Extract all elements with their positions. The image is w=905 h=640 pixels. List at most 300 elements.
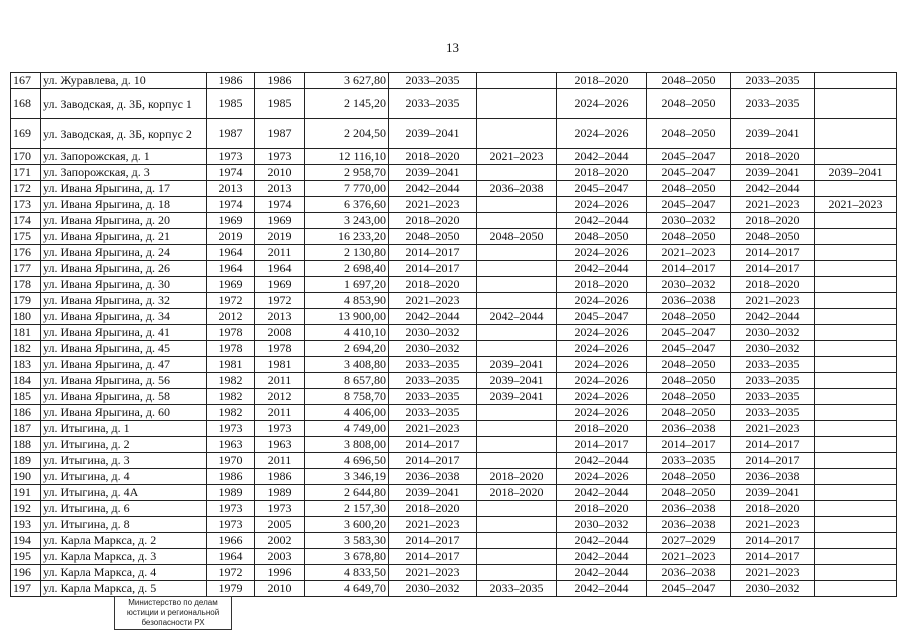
period-1-cell: 2014–2017 bbox=[389, 245, 477, 261]
period-4-cell: 2045–2047 bbox=[647, 149, 731, 165]
period-2-cell: 2039–2041 bbox=[477, 389, 557, 405]
period-4-cell: 2048–2050 bbox=[647, 73, 731, 89]
period-6-cell bbox=[815, 119, 897, 149]
table-row bbox=[11, 581, 897, 597]
year-built-cell: 1963 bbox=[207, 437, 255, 453]
year-built-cell: 1973 bbox=[207, 517, 255, 533]
row-number-cell: 169 bbox=[11, 119, 41, 149]
period-5-cell: 2033–2035 bbox=[731, 73, 815, 89]
period-1-cell: 2018–2020 bbox=[389, 149, 477, 165]
period-2-cell bbox=[477, 165, 557, 181]
period-1-cell: 2021–2023 bbox=[389, 197, 477, 213]
period-4-cell: 2048–2050 bbox=[647, 309, 731, 325]
period-5-cell: 2039–2041 bbox=[731, 119, 815, 149]
address-cell: ул. Ивана Ярыгина, д. 30 bbox=[41, 277, 207, 293]
year-renovated-cell: 1986 bbox=[255, 469, 305, 485]
year-built-cell: 1974 bbox=[207, 197, 255, 213]
period-2-cell bbox=[477, 325, 557, 341]
year-built-cell: 2012 bbox=[207, 309, 255, 325]
table-row bbox=[11, 309, 897, 325]
year-renovated-cell: 2010 bbox=[255, 581, 305, 597]
stamp-line: юстиции и региональной bbox=[126, 608, 220, 617]
area-cell: 2 145,20 bbox=[305, 89, 389, 119]
period-4-cell: 2045–2047 bbox=[647, 341, 731, 357]
year-built-cell: 1982 bbox=[207, 405, 255, 421]
row-number-cell: 174 bbox=[11, 213, 41, 229]
period-3-cell: 2024–2026 bbox=[557, 89, 647, 119]
period-6-cell bbox=[815, 485, 897, 501]
period-5-cell: 2021–2023 bbox=[731, 421, 815, 437]
table-row bbox=[11, 453, 897, 469]
period-3-cell: 2024–2026 bbox=[557, 293, 647, 309]
address-cell: ул. Итыгина, д. 4 bbox=[41, 469, 207, 485]
period-3-cell: 2018–2020 bbox=[557, 421, 647, 437]
year-renovated-cell: 1981 bbox=[255, 357, 305, 373]
area-cell: 2 130,80 bbox=[305, 245, 389, 261]
area-cell: 16 233,20 bbox=[305, 229, 389, 245]
period-4-cell: 2027–2029 bbox=[647, 533, 731, 549]
period-1-cell: 2021–2023 bbox=[389, 421, 477, 437]
year-renovated-cell: 1963 bbox=[255, 437, 305, 453]
period-4-cell: 2048–2050 bbox=[647, 389, 731, 405]
period-1-cell: 2033–2035 bbox=[389, 357, 477, 373]
address-cell: ул. Ивана Ярыгина, д. 24 bbox=[41, 245, 207, 261]
period-6-cell bbox=[815, 453, 897, 469]
period-6-cell bbox=[815, 405, 897, 421]
period-2-cell: 2021–2023 bbox=[477, 149, 557, 165]
period-2-cell bbox=[477, 565, 557, 581]
period-1-cell: 2048–2050 bbox=[389, 229, 477, 245]
period-6-cell bbox=[815, 229, 897, 245]
year-renovated-cell: 2013 bbox=[255, 181, 305, 197]
year-built-cell: 1986 bbox=[207, 469, 255, 485]
area-cell: 3 678,80 bbox=[305, 549, 389, 565]
year-renovated-cell: 2011 bbox=[255, 453, 305, 469]
period-1-cell: 2042–2044 bbox=[389, 309, 477, 325]
period-3-cell: 2024–2026 bbox=[557, 325, 647, 341]
area-cell: 2 157,30 bbox=[305, 501, 389, 517]
address-cell: ул. Ивана Ярыгина, д. 17 bbox=[41, 181, 207, 197]
table-row bbox=[11, 485, 897, 501]
period-5-cell: 2014–2017 bbox=[731, 453, 815, 469]
period-1-cell: 2018–2020 bbox=[389, 277, 477, 293]
year-built-cell: 1973 bbox=[207, 421, 255, 437]
stamp-line: Министерство по делам bbox=[128, 598, 218, 607]
period-2-cell bbox=[477, 73, 557, 89]
year-renovated-cell: 2012 bbox=[255, 389, 305, 405]
row-number-cell: 185 bbox=[11, 389, 41, 405]
period-2-cell: 2033–2035 bbox=[477, 581, 557, 597]
period-4-cell: 2021–2023 bbox=[647, 549, 731, 565]
period-5-cell: 2030–2032 bbox=[731, 325, 815, 341]
area-cell: 4 649,70 bbox=[305, 581, 389, 597]
period-5-cell: 2036–2038 bbox=[731, 469, 815, 485]
period-6-cell bbox=[815, 325, 897, 341]
year-built-cell: 1969 bbox=[207, 277, 255, 293]
period-3-cell: 2024–2026 bbox=[557, 341, 647, 357]
row-number-cell: 186 bbox=[11, 405, 41, 421]
address-cell: ул. Ивана Ярыгина, д. 47 bbox=[41, 357, 207, 373]
area-cell: 6 376,60 bbox=[305, 197, 389, 213]
area-cell: 3 346,19 bbox=[305, 469, 389, 485]
period-2-cell: 2042–2044 bbox=[477, 309, 557, 325]
period-6-cell bbox=[815, 533, 897, 549]
period-6-cell bbox=[815, 277, 897, 293]
address-cell: ул. Заводская, д. 3Б, корпус 2 bbox=[41, 119, 207, 149]
area-cell: 4 833,50 bbox=[305, 565, 389, 581]
period-1-cell: 2033–2035 bbox=[389, 389, 477, 405]
period-5-cell: 2014–2017 bbox=[731, 533, 815, 549]
period-5-cell: 2018–2020 bbox=[731, 501, 815, 517]
period-4-cell: 2033–2035 bbox=[647, 453, 731, 469]
period-4-cell: 2048–2050 bbox=[647, 181, 731, 197]
period-5-cell: 2030–2032 bbox=[731, 341, 815, 357]
stamp-line: безопасности РХ bbox=[141, 618, 205, 627]
period-4-cell: 2048–2050 bbox=[647, 373, 731, 389]
period-1-cell: 2014–2017 bbox=[389, 549, 477, 565]
year-renovated-cell: 1986 bbox=[255, 73, 305, 89]
period-2-cell bbox=[477, 293, 557, 309]
year-built-cell: 1970 bbox=[207, 453, 255, 469]
table-row bbox=[11, 245, 897, 261]
table-row bbox=[11, 517, 897, 533]
area-cell: 2 644,80 bbox=[305, 485, 389, 501]
area-cell: 7 770,00 bbox=[305, 181, 389, 197]
period-2-cell bbox=[477, 89, 557, 119]
period-2-cell bbox=[477, 405, 557, 421]
table-row bbox=[11, 501, 897, 517]
period-6-cell bbox=[815, 421, 897, 437]
row-number-cell: 196 bbox=[11, 565, 41, 581]
year-built-cell: 1974 bbox=[207, 165, 255, 181]
period-2-cell: 2039–2041 bbox=[477, 357, 557, 373]
period-5-cell: 2014–2017 bbox=[731, 261, 815, 277]
period-1-cell: 2039–2041 bbox=[389, 119, 477, 149]
year-built-cell: 1973 bbox=[207, 149, 255, 165]
period-4-cell: 2048–2050 bbox=[647, 89, 731, 119]
area-cell: 8 657,80 bbox=[305, 373, 389, 389]
address-cell: ул. Ивана Ярыгина, д. 41 bbox=[41, 325, 207, 341]
period-4-cell: 2048–2050 bbox=[647, 405, 731, 421]
housing-register-table bbox=[10, 72, 897, 597]
address-cell: ул. Карла Маркса, д. 2 bbox=[41, 533, 207, 549]
period-2-cell bbox=[477, 533, 557, 549]
address-cell: ул. Запорожская, д. 1 bbox=[41, 149, 207, 165]
page-number: 13 bbox=[446, 40, 459, 55]
period-2-cell: 2048–2050 bbox=[477, 229, 557, 245]
period-6-cell bbox=[815, 549, 897, 565]
table-row bbox=[11, 261, 897, 277]
row-number-cell: 183 bbox=[11, 357, 41, 373]
row-number-cell: 192 bbox=[11, 501, 41, 517]
address-cell: ул. Итыгина, д. 1 bbox=[41, 421, 207, 437]
period-2-cell bbox=[477, 277, 557, 293]
table-row bbox=[11, 421, 897, 437]
table-row bbox=[11, 469, 897, 485]
period-4-cell: 2030–2032 bbox=[647, 213, 731, 229]
table-row bbox=[11, 549, 897, 565]
period-3-cell: 2030–2032 bbox=[557, 517, 647, 533]
period-2-cell bbox=[477, 245, 557, 261]
period-2-cell bbox=[477, 119, 557, 149]
period-4-cell: 2036–2038 bbox=[647, 421, 731, 437]
area-cell: 2 204,50 bbox=[305, 119, 389, 149]
table-row bbox=[11, 565, 897, 581]
period-5-cell: 2021–2023 bbox=[731, 565, 815, 581]
period-3-cell: 2045–2047 bbox=[557, 309, 647, 325]
period-1-cell: 2018–2020 bbox=[389, 213, 477, 229]
row-number-cell: 177 bbox=[11, 261, 41, 277]
period-2-cell: 2039–2041 bbox=[477, 373, 557, 389]
period-6-cell bbox=[815, 581, 897, 597]
period-1-cell: 2014–2017 bbox=[389, 261, 477, 277]
period-5-cell: 2039–2041 bbox=[731, 485, 815, 501]
table-row bbox=[11, 277, 897, 293]
period-1-cell: 2033–2035 bbox=[389, 73, 477, 89]
table-row bbox=[11, 89, 897, 119]
period-3-cell: 2018–2020 bbox=[557, 277, 647, 293]
year-renovated-cell: 2008 bbox=[255, 325, 305, 341]
period-6-cell bbox=[815, 149, 897, 165]
row-number-cell: 175 bbox=[11, 229, 41, 245]
period-3-cell: 2024–2026 bbox=[557, 119, 647, 149]
period-6-cell bbox=[815, 89, 897, 119]
year-renovated-cell: 1973 bbox=[255, 421, 305, 437]
period-4-cell: 2045–2047 bbox=[647, 581, 731, 597]
period-2-cell: 2036–2038 bbox=[477, 181, 557, 197]
area-cell: 4 406,00 bbox=[305, 405, 389, 421]
period-6-cell bbox=[815, 469, 897, 485]
address-cell: ул. Ивана Ярыгина, д. 26 bbox=[41, 261, 207, 277]
period-6-cell bbox=[815, 293, 897, 309]
row-number-cell: 181 bbox=[11, 325, 41, 341]
period-1-cell: 2018–2020 bbox=[389, 501, 477, 517]
table-row bbox=[11, 197, 897, 213]
table-row bbox=[11, 149, 897, 165]
period-5-cell: 2033–2035 bbox=[731, 389, 815, 405]
row-number-cell: 178 bbox=[11, 277, 41, 293]
period-5-cell: 2033–2035 bbox=[731, 357, 815, 373]
period-1-cell: 2039–2041 bbox=[389, 485, 477, 501]
period-1-cell: 2033–2035 bbox=[389, 405, 477, 421]
period-2-cell bbox=[477, 549, 557, 565]
row-number-cell: 172 bbox=[11, 181, 41, 197]
table-row bbox=[11, 357, 897, 373]
year-renovated-cell: 1969 bbox=[255, 277, 305, 293]
table-row bbox=[11, 293, 897, 309]
row-number-cell: 182 bbox=[11, 341, 41, 357]
row-number-cell: 176 bbox=[11, 245, 41, 261]
year-built-cell: 2019 bbox=[207, 229, 255, 245]
area-cell: 8 758,70 bbox=[305, 389, 389, 405]
period-5-cell: 2033–2035 bbox=[731, 373, 815, 389]
row-number-cell: 195 bbox=[11, 549, 41, 565]
period-3-cell: 2042–2044 bbox=[557, 581, 647, 597]
address-cell: ул. Итыгина, д. 3 bbox=[41, 453, 207, 469]
period-6-cell bbox=[815, 565, 897, 581]
year-renovated-cell: 1973 bbox=[255, 149, 305, 165]
period-6-cell bbox=[815, 261, 897, 277]
period-5-cell: 2042–2044 bbox=[731, 181, 815, 197]
period-1-cell: 2030–2032 bbox=[389, 325, 477, 341]
year-renovated-cell: 2005 bbox=[255, 517, 305, 533]
period-4-cell: 2048–2050 bbox=[647, 357, 731, 373]
table-row bbox=[11, 341, 897, 357]
period-2-cell bbox=[477, 517, 557, 533]
period-1-cell: 2021–2023 bbox=[389, 293, 477, 309]
table-row bbox=[11, 213, 897, 229]
period-4-cell: 2030–2032 bbox=[647, 277, 731, 293]
year-renovated-cell: 2011 bbox=[255, 373, 305, 389]
table-row bbox=[11, 437, 897, 453]
period-3-cell: 2014–2017 bbox=[557, 437, 647, 453]
row-number-cell: 188 bbox=[11, 437, 41, 453]
area-cell: 2 698,40 bbox=[305, 261, 389, 277]
area-cell: 4 853,90 bbox=[305, 293, 389, 309]
address-cell: ул. Ивана Ярыгина, д. 56 bbox=[41, 373, 207, 389]
row-number-cell: 171 bbox=[11, 165, 41, 181]
row-number-cell: 187 bbox=[11, 421, 41, 437]
year-built-cell: 1982 bbox=[207, 389, 255, 405]
period-2-cell: 2018–2020 bbox=[477, 485, 557, 501]
area-cell: 3 583,30 bbox=[305, 533, 389, 549]
period-2-cell bbox=[477, 197, 557, 213]
ministry-stamp bbox=[114, 596, 232, 630]
year-renovated-cell: 2013 bbox=[255, 309, 305, 325]
period-1-cell: 2014–2017 bbox=[389, 437, 477, 453]
year-renovated-cell: 1978 bbox=[255, 341, 305, 357]
period-6-cell bbox=[815, 389, 897, 405]
year-renovated-cell: 1964 bbox=[255, 261, 305, 277]
year-renovated-cell: 2002 bbox=[255, 533, 305, 549]
row-number-cell: 180 bbox=[11, 309, 41, 325]
area-cell: 3 408,80 bbox=[305, 357, 389, 373]
period-4-cell: 2014–2017 bbox=[647, 437, 731, 453]
period-3-cell: 2042–2044 bbox=[557, 565, 647, 581]
area-cell: 4 749,00 bbox=[305, 421, 389, 437]
address-cell: ул. Итыгина, д. 6 bbox=[41, 501, 207, 517]
address-cell: ул. Ивана Ярыгина, д. 32 bbox=[41, 293, 207, 309]
year-renovated-cell: 1987 bbox=[255, 119, 305, 149]
address-cell: ул. Карла Маркса, д. 4 bbox=[41, 565, 207, 581]
year-built-cell: 1981 bbox=[207, 357, 255, 373]
year-renovated-cell: 1974 bbox=[255, 197, 305, 213]
area-cell: 3 600,20 bbox=[305, 517, 389, 533]
period-3-cell: 2042–2044 bbox=[557, 213, 647, 229]
year-renovated-cell: 1996 bbox=[255, 565, 305, 581]
row-number-cell: 194 bbox=[11, 533, 41, 549]
period-2-cell bbox=[477, 213, 557, 229]
year-built-cell: 1989 bbox=[207, 485, 255, 501]
row-number-cell: 173 bbox=[11, 197, 41, 213]
year-renovated-cell: 1973 bbox=[255, 501, 305, 517]
year-built-cell: 2013 bbox=[207, 181, 255, 197]
period-5-cell: 2021–2023 bbox=[731, 293, 815, 309]
period-2-cell bbox=[477, 501, 557, 517]
period-2-cell bbox=[477, 341, 557, 357]
period-1-cell: 2039–2041 bbox=[389, 165, 477, 181]
table-row bbox=[11, 373, 897, 389]
year-built-cell: 1986 bbox=[207, 73, 255, 89]
address-cell: ул. Ивана Ярыгина, д. 20 bbox=[41, 213, 207, 229]
table-row bbox=[11, 119, 897, 149]
address-cell: ул. Итыгина, д. 2 bbox=[41, 437, 207, 453]
period-3-cell: 2024–2026 bbox=[557, 197, 647, 213]
period-3-cell: 2024–2026 bbox=[557, 245, 647, 261]
period-3-cell: 2042–2044 bbox=[557, 453, 647, 469]
period-4-cell: 2048–2050 bbox=[647, 229, 731, 245]
year-renovated-cell: 1985 bbox=[255, 89, 305, 119]
period-3-cell: 2024–2026 bbox=[557, 357, 647, 373]
table-row bbox=[11, 165, 897, 181]
year-renovated-cell: 1969 bbox=[255, 213, 305, 229]
period-3-cell: 2048–2050 bbox=[557, 229, 647, 245]
period-6-cell bbox=[815, 213, 897, 229]
address-cell: ул. Итыгина, д. 8 bbox=[41, 517, 207, 533]
period-5-cell: 2021–2023 bbox=[731, 517, 815, 533]
period-2-cell bbox=[477, 421, 557, 437]
period-4-cell: 2036–2038 bbox=[647, 293, 731, 309]
row-number-cell: 189 bbox=[11, 453, 41, 469]
area-cell: 4 696,50 bbox=[305, 453, 389, 469]
row-number-cell: 191 bbox=[11, 485, 41, 501]
area-cell: 2 958,70 bbox=[305, 165, 389, 181]
period-4-cell: 2048–2050 bbox=[647, 469, 731, 485]
period-2-cell bbox=[477, 437, 557, 453]
period-6-cell bbox=[815, 501, 897, 517]
year-renovated-cell: 2010 bbox=[255, 165, 305, 181]
year-built-cell: 1985 bbox=[207, 89, 255, 119]
period-2-cell: 2018–2020 bbox=[477, 469, 557, 485]
year-renovated-cell: 2011 bbox=[255, 245, 305, 261]
area-cell: 3 627,80 bbox=[305, 73, 389, 89]
period-1-cell: 2042–2044 bbox=[389, 181, 477, 197]
address-cell: ул. Карла Маркса, д. 5 bbox=[41, 581, 207, 597]
year-renovated-cell: 1972 bbox=[255, 293, 305, 309]
address-cell: ул. Ивана Ярыгина, д. 21 bbox=[41, 229, 207, 245]
year-built-cell: 1979 bbox=[207, 581, 255, 597]
year-built-cell: 1964 bbox=[207, 261, 255, 277]
row-number-cell: 197 bbox=[11, 581, 41, 597]
period-2-cell bbox=[477, 261, 557, 277]
area-cell: 1 697,20 bbox=[305, 277, 389, 293]
year-built-cell: 1966 bbox=[207, 533, 255, 549]
row-number-cell: 184 bbox=[11, 373, 41, 389]
period-3-cell: 2024–2026 bbox=[557, 389, 647, 405]
period-5-cell: 2014–2017 bbox=[731, 245, 815, 261]
address-cell: ул. Карла Маркса, д. 3 bbox=[41, 549, 207, 565]
period-5-cell: 2018–2020 bbox=[731, 277, 815, 293]
row-number-cell: 168 bbox=[11, 89, 41, 119]
period-6-cell bbox=[815, 309, 897, 325]
year-built-cell: 1978 bbox=[207, 325, 255, 341]
period-5-cell: 2033–2035 bbox=[731, 405, 815, 421]
period-6-cell bbox=[815, 373, 897, 389]
period-4-cell: 2045–2047 bbox=[647, 165, 731, 181]
table-row bbox=[11, 405, 897, 421]
year-built-cell: 1978 bbox=[207, 341, 255, 357]
year-built-cell: 1973 bbox=[207, 501, 255, 517]
period-2-cell bbox=[477, 453, 557, 469]
year-built-cell: 1964 bbox=[207, 245, 255, 261]
period-3-cell: 2024–2026 bbox=[557, 373, 647, 389]
area-cell: 12 116,10 bbox=[305, 149, 389, 165]
address-cell: ул. Ивана Ярыгина, д. 60 bbox=[41, 405, 207, 421]
area-cell: 3 808,00 bbox=[305, 437, 389, 453]
row-number-cell: 170 bbox=[11, 149, 41, 165]
period-1-cell: 2014–2017 bbox=[389, 533, 477, 549]
period-1-cell: 2021–2023 bbox=[389, 517, 477, 533]
